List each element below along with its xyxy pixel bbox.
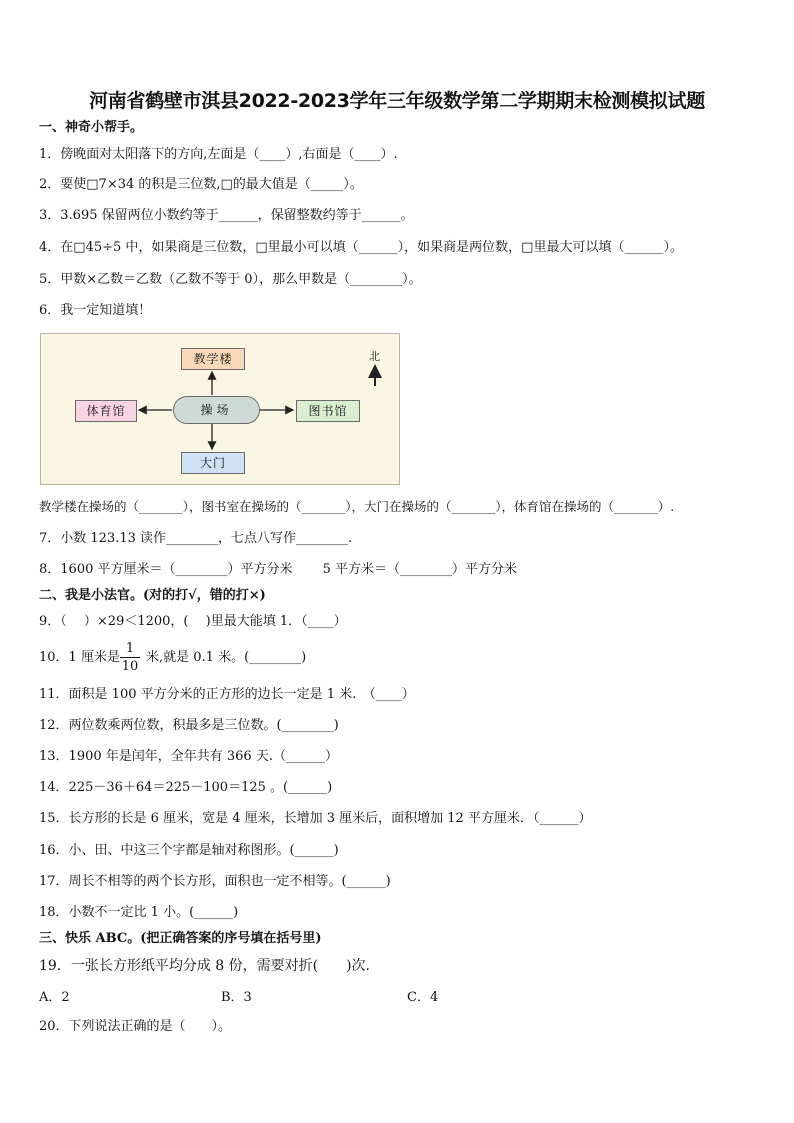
question-7: 7．小数 123.13 读作________，七点八写作________.: [39, 531, 353, 546]
gate-label: 大门: [181, 452, 245, 474]
question-8: 8．1600 平方厘米＝（________）平方分米 5 平方米＝（________）平方分米: [39, 562, 518, 577]
question-18: 18．小数不一定比 1 小。(______): [39, 905, 239, 920]
north-label: 北: [369, 350, 380, 363]
teaching-building-label: 教学楼: [181, 348, 245, 370]
fraction-bar: [120, 657, 140, 658]
question-10-suffix: 米,就是 0.1 米。(________): [146, 650, 307, 665]
q19-option-a: A．2: [39, 990, 70, 1005]
question-19: 19．一张长方形纸平均分成 8 份，需要对折( )次.: [39, 958, 370, 974]
q19-option-c: C．4: [407, 990, 439, 1005]
question-11: 11．面积是 100 平方分米的正方形的边长一定是 1 米. （____）: [39, 687, 415, 702]
question-14: 14．225－36＋64＝225－100＝125 。(______): [39, 780, 333, 795]
fraction-one-tenth: [120, 641, 140, 674]
playground-label: 操场: [173, 396, 260, 424]
question-6-answer: 教学楼在操场的（_______），图书室在操场的（_______），大门在操场的（_______），体育馆在操场的（_______）.: [39, 499, 675, 514]
question-4: 4．在□45÷5 中，如果商是三位数，□里最小可以填（______），如果商是两位数，□里最大可以填（______）。: [39, 240, 683, 255]
question-16: 16．小、田、中这三个字都是轴对称图形。(______): [39, 843, 339, 858]
question-12: 12．两位数乘两位数，积最多是三位数。(________): [39, 718, 339, 733]
question-1: 1．傍晚面对太阳落下的方向,左面是（____）,右面是（____）.: [39, 147, 398, 162]
gymnasium-label: 体育馆: [75, 400, 137, 422]
fraction-numerator: 1: [125, 641, 135, 656]
question-20: 20．下列说法正确的是（ ）。: [39, 1019, 232, 1034]
question-5: 5．甲数×乙数＝乙数（乙数不等于 0），那么甲数是（________）。: [39, 272, 422, 287]
section-2-heading: 二、我是小法官。(对的打√，错的打×): [39, 588, 266, 603]
library-label: 图书馆: [296, 400, 360, 422]
direction-diagram: [40, 333, 400, 485]
question-13: 13．1900 年是闰年，全年共有 366 天.（______）: [39, 749, 338, 764]
section-1-heading: 一、神奇小帮手。: [39, 120, 144, 135]
question-2: 2．要使□7×34 的积是三位数,□的最大值是（_____）。: [39, 177, 363, 192]
page-title: 河南省鹤壁市淇县2022-2023学年三年级数学第二学期期末检测模拟试题: [89, 90, 705, 112]
section-3-heading: 三、快乐 ABC。(把正确答案的序号填在括号里): [39, 931, 322, 946]
question-9: 9．（ ）×29＜1200，( )里最大能填 1．（____）: [39, 614, 347, 629]
question-10-prefix: 10．1 厘米是: [39, 650, 120, 665]
fraction-denominator: 10: [121, 659, 139, 674]
question-15: 15．长方形的长是 6 厘米，宽是 4 厘米，长增加 3 厘米后，面积增加 12 平方厘米．（______）: [39, 811, 592, 826]
question-6: 6．我一定知道填！: [39, 303, 152, 318]
question-3: 3．3.695 保留两位小数约等于______，保留整数约等于______。: [39, 208, 414, 223]
q19-option-b: B．3: [221, 990, 252, 1005]
question-17: 17．周长不相等的两个长方形，面积也一定不相等。(______): [39, 874, 391, 889]
